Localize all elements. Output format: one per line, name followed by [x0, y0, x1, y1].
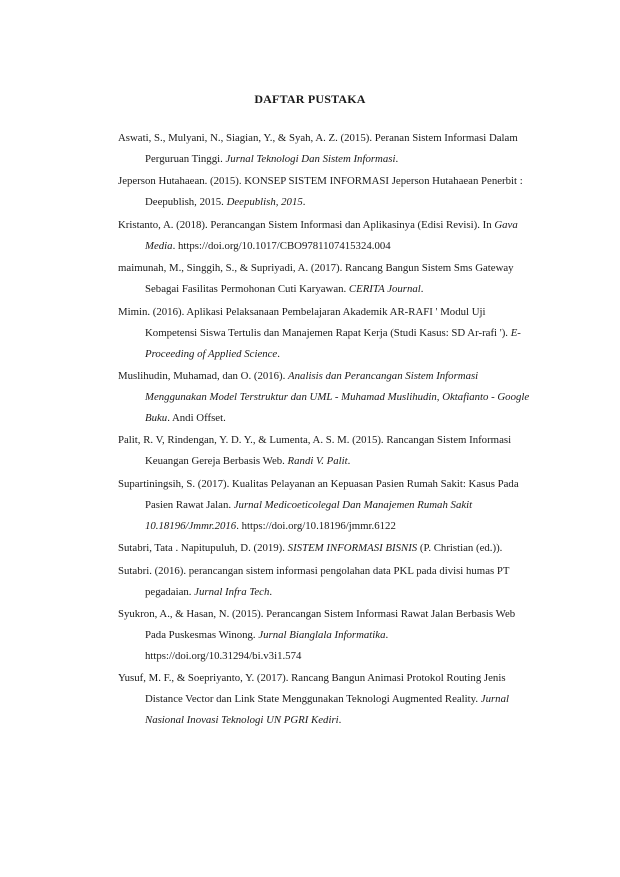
reference-source: SISTEM INFORMASI BISNIS [287, 542, 418, 555]
reference-source: Jurnal Teknologi Dan Sistem Informasi [225, 153, 396, 165]
reference-suffix: . https://doi.org/10.1017/CBO9781107415324.004 [172, 239, 391, 252]
reference-source: Deepublish, 2015 [226, 196, 303, 209]
reference-item [118, 474, 538, 537]
reference-text: Sutabri, Tata . Napitupuluh, D. (2019). [118, 542, 288, 555]
reference-source: Gava Media [145, 218, 518, 252]
reference-text: Yusuf, M. F., & Soepriyanto, Y. (2017). Rancang Bangun Animasi Protokol Routing Jenis Distance Vector dan Link State Menggunakan Teknologi Augmented Reality. [118, 672, 506, 706]
reference-source: Jurnal Bianglala Informatika [258, 628, 386, 641]
reference-suffix: . [347, 455, 351, 468]
reference-text: Aswati, S., Mulyani, N., Siagian, Y., & Syah, A. Z. (2015). Peranan Sistem Informasi Dalam Perguruan Tinggi. [118, 132, 518, 165]
reference-suffix: . Andi Offset. [167, 411, 226, 424]
reference-text: Palit, R. V, Rindengan, Y. D. Y., & Lumenta, A. S. M. (2015). Rancangan Sistem Informasi Keuangan Gereja Berbasis Web. [118, 434, 512, 468]
reference-item [118, 366, 538, 429]
reference-source: Analisis dan Perancangan Sistem Informasi Menggunakan Model Terstruktur dan UML - Muhamad Muslihudin, Oktafianto - Google Buku [145, 369, 530, 424]
reference-text: maimunah, M., Singgih, S., & Supriyadi, A. (2017). Rancang Bangun Sistem Sms Gateway Sebagai Fasilitas Permohonan Cuti Karyawan. [118, 262, 514, 296]
reference-source: Jurnal Nasional Inovasi Teknologi UN PGRI Kediri [145, 693, 509, 727]
reference-item [118, 668, 538, 731]
reference-text: Sutabri. (2016). perancangan sistem informasi pengolahan data PKL pada divisi humas PT pegadaian. [118, 564, 510, 598]
reference-text: Kristanto, A. (2018). Perancangan Sistem Informasi dan Aplikasinya (Edisi Revisi). In [118, 218, 495, 231]
reference-suffix: . https://doi.org/10.31294/bi.v3i1.574 [145, 628, 389, 662]
reference-item [118, 538, 538, 559]
reference-suffix: . [277, 347, 280, 360]
reference-text: Jeperson Hutahaean. (2015). KONSEP SISTEM INFORMASI Jeperson Hutahaean Penerbit : Deepublish, 2015. [118, 175, 523, 209]
reference-source: E-Proceeding of Applied Science [145, 326, 521, 360]
reference-text: Muslihudin, Muhamad, dan O. (2016). [118, 369, 289, 382]
reference-item [118, 430, 538, 472]
reference-suffix: . [395, 153, 399, 165]
reference-item [118, 604, 538, 667]
reference-source: CERITA Journal [348, 283, 421, 296]
reference-text: Supartiningsih, S. (2017). Kualitas Pelayanan an Kepuasan Pasien Rumah Sakit: Kasus Pada Pasien Rawat Jalan. [118, 477, 519, 511]
reference-item [118, 215, 538, 257]
reference-suffix: (P. Christian (ed.)). [417, 542, 503, 555]
reference-list [118, 128, 538, 733]
reference-item [118, 561, 538, 603]
reference-source: Randi V. Palit [287, 455, 348, 468]
reference-suffix: . [269, 585, 273, 598]
reference-source: Jurnal Medicoeticolegal Dan Manajemen Rumah Sakit 10.18196/Jmmr.2016 [145, 498, 473, 532]
reference-item [118, 302, 538, 365]
reference-suffix: . [338, 714, 342, 727]
reference-suffix: . [420, 283, 424, 296]
reference-source: Jurnal Infra Tech [194, 585, 270, 598]
reference-item [118, 258, 538, 300]
reference-suffix: . [302, 196, 306, 209]
reference-item [118, 128, 538, 170]
reference-text: Syukron, A., & Hasan, N. (2015). Perancangan Sistem Informasi Rawat Jalan Berbasis Web Pada Puskesmas Winong. [118, 607, 516, 641]
reference-suffix: . https://doi.org/10.18196/jmmr.6122 [236, 519, 396, 532]
page-title: DAFTAR PUSTAKA [254, 92, 366, 106]
reference-item [118, 171, 538, 213]
reference-text: Mimin. (2016). Aplikasi Pelaksanaan Pembelajaran Akademik AR-RAFI ' Modul Uji Kompetensi Siswa Tertulis dan Manajemen Rapat Kerja (Studi Kasus: SD Ar-rafi '). [118, 305, 511, 339]
